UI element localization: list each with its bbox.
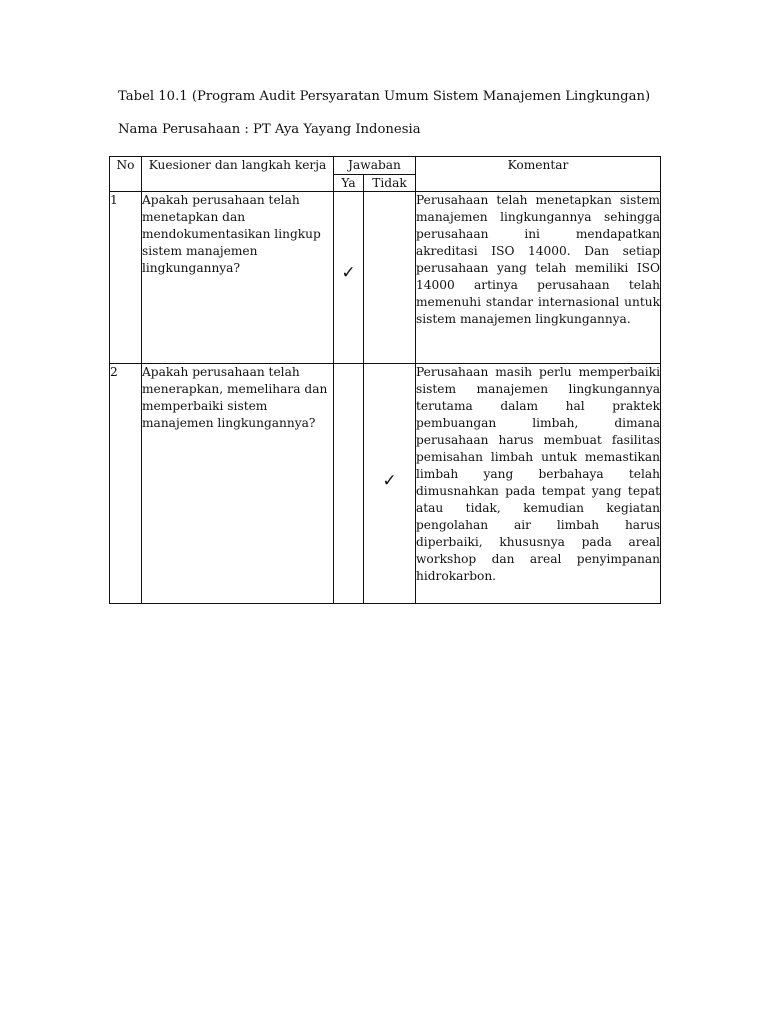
row-no-answer-cell xyxy=(364,364,416,604)
row-yes-cell xyxy=(334,192,364,364)
header-yes: Ya xyxy=(334,174,364,192)
table-row xyxy=(110,192,661,364)
row-number: 2 xyxy=(110,364,142,604)
row-comment: Perusahaan telah menetapkan sistem manajemen lingkungannya sehingga perusahaan ini mendapatkan akreditasi ISO 14000. Dan setiap perusahaan yang telah memiliki ISO 14000 artinya perusahaan telah memenuhi standar internasional untuk sistem manajemen lingkungannya. xyxy=(416,192,661,364)
row-comment: Perusahaan masih perlu memperbaiki sistem manajemen lingkungannya terutama dalam hal praktek pembuangan limbah, dimana perusahaan harus membuat fasilitas pemisahan limbah untuk memastikan limbah yang berbahaya telah dimusnahkan pada tempat yang tepat atau tidak, kemudian kegiatan pengolahan air limbah harus diperbaiki, khususnya pada areal workshop dan areal penyimpanan hidrokarbon. xyxy=(416,364,661,604)
row-yes-cell xyxy=(334,364,364,604)
row-question: Apakah perusahaan telah menerapkan, memelihara dan memperbaiki sistem manajemen lingkungannya? xyxy=(142,364,334,604)
header-no: No xyxy=(110,157,142,192)
checkmark-icon: ✓ xyxy=(382,471,397,491)
header-answer-group: Jawaban xyxy=(334,157,416,175)
table-title: Tabel 10.1 (Program Audit Persyaratan Umum Sistem Manajemen Lingkungan) xyxy=(118,89,651,104)
audit-program-table xyxy=(109,156,661,604)
row-number: 1 xyxy=(110,192,142,364)
row-question: Apakah perusahaan telah menetapkan dan mendokumentasikan lingkup sistem manajemen lingkungannya? xyxy=(142,192,334,364)
company-name-line: Nama Perusahaan : PT Aya Yayang Indonesia xyxy=(118,122,421,137)
header-no-answer: Tidak xyxy=(364,174,416,192)
row-no-answer-cell xyxy=(364,192,416,364)
checkmark-icon: ✓ xyxy=(341,263,356,283)
header-question: Kuesioner dan langkah kerja xyxy=(142,157,334,192)
header-comment: Komentar xyxy=(416,157,661,192)
table-row xyxy=(110,364,661,604)
